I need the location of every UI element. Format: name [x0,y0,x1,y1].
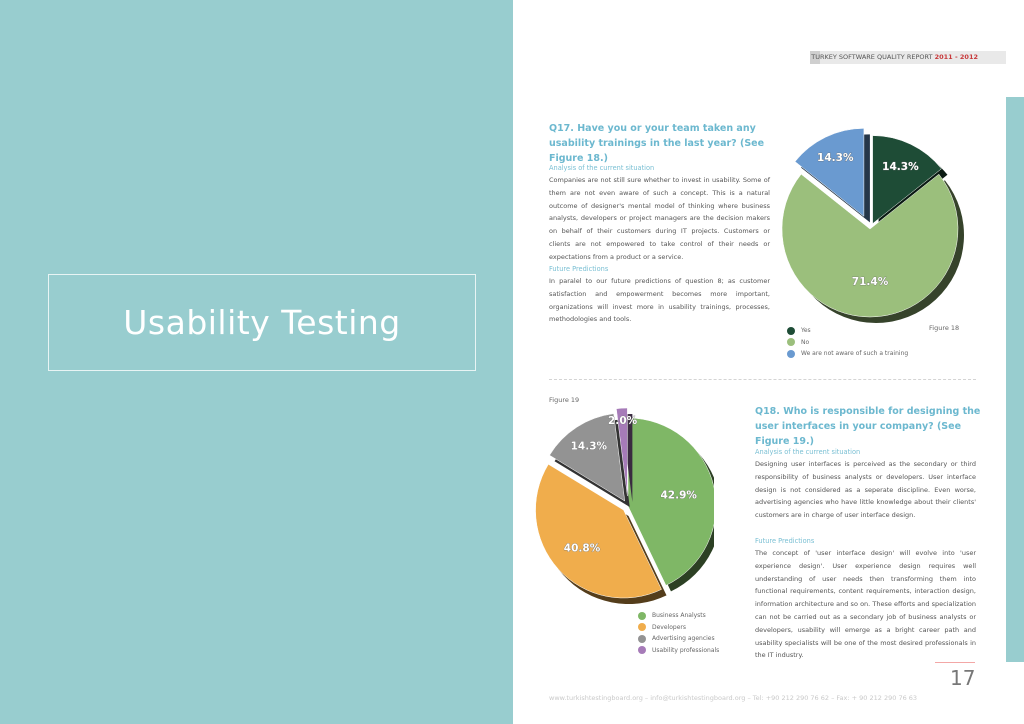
legend-label: We are not aware of such a training [801,350,909,358]
legend-label: No [801,338,810,346]
page-number-rule [935,662,975,663]
legend-swatch [638,623,646,631]
legend-swatch [638,646,646,654]
pie-value-label: 42.9% [660,489,697,502]
q18-future-text: The concept of 'user interface design' will evolve into 'user experience design'. User experience design requires well understanding of user needs then transforming them into functional requirements, content requirements, interaction design, information architecture and so on. These efforts and specialization can not be carried out as a secondary job of business analysts or developers, usability will emerge as a bright career path and usability specialists will be one of the most desired professionals in the IT industry. [755,549,976,660]
q18-analysis-heading: Analysis of the current situation [755,448,861,456]
q17-analysis-heading: Analysis of the current situation [549,164,655,172]
report-year: 2011 - 2012 [934,53,978,61]
legend-label: Yes [801,327,811,335]
q17-analysis-text: Companies are not still sure whether to invest in usability. Some of them are not even aware of such a concept. This is a natural outcome of designer's mental model of thinking where business analysts, developers or project managers are the decision makers on behalf of their customers during IT projects. Customers or clients are not empowered to take control of their needs or expectations from a product or a service. [549,176,770,261]
footer-contact: www.turkishtestingboard.org – info@turkishtestingboard.org – Tel: +90 212 290 76 62 – Fax: + 90 212 290 76 63 [549,694,918,702]
legend-swatch [787,327,795,335]
page-number: 17 [950,666,976,690]
legend-label: Usability professionals [652,646,720,654]
q17-future-text: In paralel to our future predictions of question 8; as customer satisfaction and empowerment becomes more important, organizations will invest more in usability trainings, processes, methodologies and tools. [549,277,770,324]
legend-item [638,610,719,622]
figure18-caption: Figure 18 [929,324,960,332]
legend-item [638,645,719,657]
figure19-caption: Figure 19 [549,396,580,404]
q18-analysis-text: Designing user interfaces is perceived as the secondary or third responsibility of business analysts or developers. User interface design is not considered as a seperate discipline. Even worse, advertising agencies who have little knowledge about their clients' customers are in charge of user interface design. [755,460,976,520]
pie-value-label: 2.0% [608,415,638,428]
q18-future-heading: Future Predictions [755,537,815,545]
legend-swatch [787,350,795,358]
section-title-box [48,274,476,371]
section-title: Usability Testing [123,303,401,342]
legend-label: Developers [652,623,686,631]
right-edge-bar [1006,97,1024,662]
pie-value-label: 14.3% [817,151,854,164]
legend-item [787,337,908,349]
figure19-pie-chart [534,388,714,608]
q18-title: Q18. Who is responsible for designing the user interfaces in your company? (See Figure 19.) [755,406,981,447]
legend-label: Advertising agencies [652,635,715,643]
legend-item [638,633,719,645]
legend-item [787,325,908,337]
section-divider [549,379,976,380]
pie-value-label: 14.3% [882,160,919,173]
legend-item [638,622,719,634]
legend-swatch [638,612,646,620]
figure18-legend [787,325,908,360]
report-header [810,51,1006,64]
legend-item [787,348,908,360]
legend-swatch [638,635,646,643]
pie-value-label: 71.4% [851,276,889,288]
legend-label: Business Analysts [652,612,706,620]
pie-value-label: 14.3% [570,440,608,453]
figure19-legend [638,610,719,656]
figure18-pie-chart [778,108,976,325]
legend-swatch [787,338,795,346]
pie-value-label: 40.8% [563,542,601,555]
report-title [811,53,978,61]
report-title-text: TURKEY SOFTWARE QUALITY REPORT [811,53,933,61]
q17-future-heading: Future Predictions [549,265,609,273]
q17-title: Q17. Have you or your team taken any usability trainings in the last year? (See Figure 18.) [549,123,765,164]
